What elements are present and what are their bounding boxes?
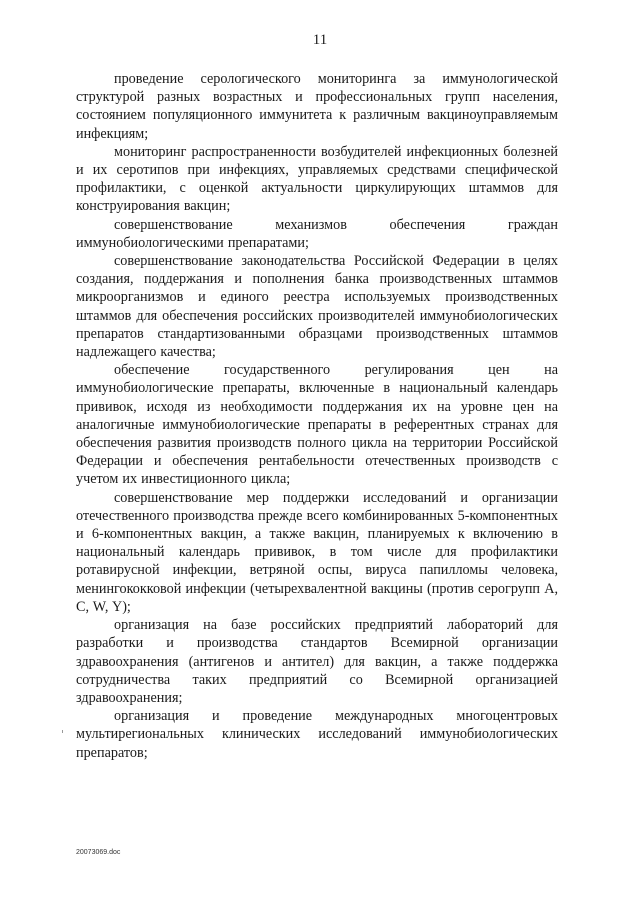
paragraph-serological-monitoring: проведение серологического мониторинга за иммунологической структурой разных возрастных и профессиональных групп населения, состоянием популяционного иммунитета к различным вакциноуправляемым инфекциям;	[76, 71, 558, 142]
paragraph-production-support: совершенствование мер поддержки исследований и организации отечественного производства прежде всего комбинированных 5-компонентных и 6-компонентных вакцин, а также вакцин, планируемых к включению в национальный календарь прививок, в том числе для профилактики ротавирусной инфекции, ветряной оспы, вируса папилломы человека, менингококковой инфекции (четырехвалентной вакцины (против серогрупп A, C, W, Y);	[76, 489, 558, 615]
body-text	[76, 70, 558, 762]
paragraph-supply-mechanisms: совершенствование механизмов обеспечения граждан иммунобиологическими препаратами;	[76, 216, 558, 251]
paragraph-pathogen-monitoring: мониторинг распространенности возбудителей инфекционных болезней и их серотипов при инфекциях, управляемых средствами специфической профилактики, с оценкой актуальности циркулирующих штаммов для конструирования вакцин;	[76, 143, 558, 215]
paragraph-legislation: совершенствование законодательства Российской Федерации в целях создания, поддержания и пополнения банка производственных штаммов микроорганизмов и единого реестра используемых производственных штаммов для обеспечения российских производителей иммунобиологических препаратов стандартизованными образцами производственных штаммов надлежащего качества;	[76, 253, 558, 361]
page-number: 11	[312, 32, 328, 48]
document-footer: 20073069.doc	[76, 849, 121, 856]
margin-mark	[62, 730, 63, 733]
paragraph-clinical-trials: организация и проведение международных многоцентровых мультирегиональных клинических исследований иммунобиологических препаратов;	[76, 708, 558, 761]
paragraph-price-regulation: обеспечение государственного регулирования цен на иммунобиологические препараты, включенные в национальный календарь прививок, исходя из необходимости поддержания их на уровне цен на аналогичные иммунобиологические препараты в референтных странах для обеспечения развития производств полного цикла на территории Российской Федерации и обеспечения рентабельности отечественных производств с учетом их инвестиционного цикла;	[76, 362, 558, 488]
paragraph-who-laboratories: организация на базе российских предприятий лабораторий для разработки и производства стандартов Всемирной организации здравоохранения (антигенов и антител) для вакцин, а также поддержка сотрудничества таких предприятий со Всемирной организацией здравоохранения;	[76, 617, 558, 706]
